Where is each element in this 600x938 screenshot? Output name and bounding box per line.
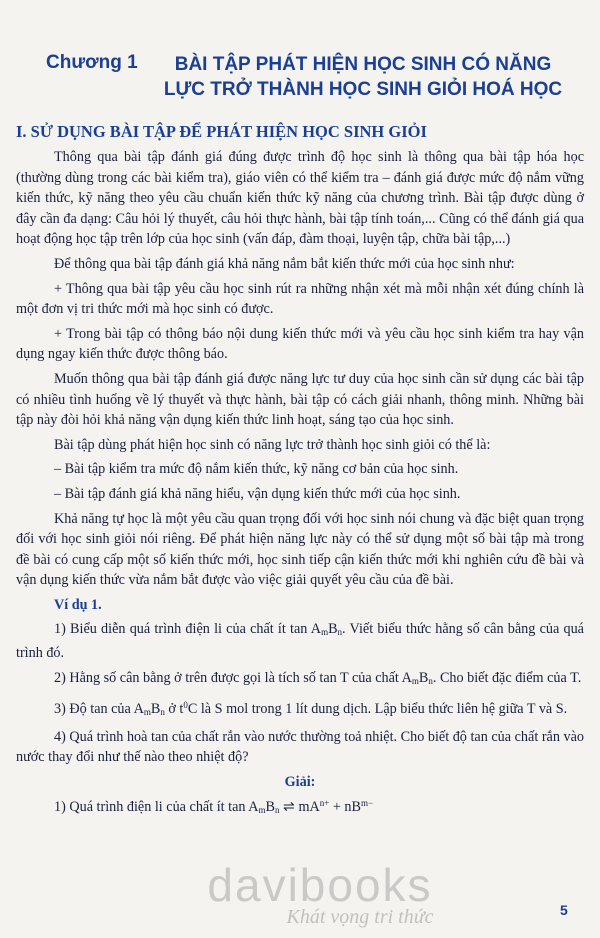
question-2: 2) Hằng số cân bằng ở trên được gọi là tích số tan T của chất $A_mB_n$. Cho biết đặc điểm của T. <box>54 669 582 686</box>
chapter-title: BÀI TẬP PHÁT HIỆN HỌC SINH CÓ NĂNG LỰC TRỞ THÀNH HỌC SINH GIỎI HOÁ HỌC <box>163 54 563 100</box>
question-1: 1) Biểu diễn quá trình điện li của chất ít $\tan A_mB_n$. Viết biểu thức hằng số cân bằng của quá trình đó. <box>16 621 584 662</box>
paragraph-5: Muốn thông qua bài tập đánh giá được năng lực tư duy của học sinh cần sử dụng các bài tập có nhiều tình huống về lý thuyết và thực hành, bài tập có cách giải nhanh, thông minh. Những bài tập này đòi hỏi khả năng vận dụng kiến thức linh hoạt, sáng tạo của học sinh. <box>16 370 584 429</box>
section-title: I. SỬ DỤNG BÀI TẬP ĐỂ PHÁT HIỆN HỌC SINH GIỎI <box>16 122 427 141</box>
question-3: 3) Độ tan của $A_mB_n$ ở $t^0C$ là S mol trong 1 lít dung dịch. Lập biểu thức liên hệ giữa T và S. <box>54 700 568 718</box>
example-label: Ví dụ 1. <box>54 596 102 613</box>
paragraph-8: – Bài tập đánh giá khả năng hiểu, vận dụng kiến thức mới của học sinh. <box>54 485 461 502</box>
paragraph-9: Khả năng tự học là một yêu cầu quan trọng đối với học sinh nói chung và đặc biệt quan trọng đối với học sinh giỏi nói riêng. Để phát hiện năng lực này có thể sử dụng một số bài tập mà trong đề bài có cung cấp một số kiến thức mới, học sinh tiếp cận kiến thức mới khi nghiên cứu đề bài và vận dụng kiến thức vừa nắm bắt được vào việc giải quyết yêu cầu của đề bài. <box>16 510 584 589</box>
page-number: 5 <box>560 902 568 918</box>
paragraph-2: Để thông qua bài tập đánh giá khả năng nắm bắt kiến thức mới của học sinh như: <box>54 255 515 272</box>
paragraph-7: – Bài tập kiểm tra mức độ nắm kiến thức, kỹ năng cơ bản của học sinh. <box>54 461 459 478</box>
question-4: 4) Quá trình hoà tan của chất rắn vào nước thường toả nhiệt. Cho biết độ tan của chất rắn vào nước thay đổi như thế nào theo nhiệt độ? <box>16 728 584 766</box>
paragraph-6: Bài tập dùng phát hiện học sinh có năng lực trở thành học sinh giỏi có thể là: <box>54 436 491 453</box>
chapter-number: Chương 1 <box>46 52 138 73</box>
solution-label: Giải: <box>284 774 316 791</box>
watermark-tagline: Khát vọng tri thức <box>286 906 434 928</box>
body-text <box>16 147 584 824</box>
paragraph-1: Thông qua bài tập đánh giá đúng được trình độ học sinh là thông qua bài tập hóa học (thường dùng trong các bài kiểm tra), giáo viên có thể kiểm tra – đánh giá được mức độ nắm vững kiến thức, kỹ năng theo yêu cầu chuẩn kiến thức kỹ năng của chương trình. Bài tập được dùng ở đây cần đa dạng: Câu hỏi lý thuyết, câu hỏi thực hành, bài tập tính toán,... Cũng có thể đánh giá qua hoạt động học tập trên lớp của học sinh (vấn đáp, đàm thoại, luyện tập, chữa bài tập,...) <box>16 149 584 248</box>
watermark-brand: davibooks <box>207 859 433 911</box>
paragraph-4: + Trong bài tập có thông báo nội dung kiến thức mới và yêu cầu học sinh kiểm tra hay vận dụng ngay kiến thức được thông báo. <box>16 325 584 363</box>
solution-1: 1) Quá trình điện li của chất ít $\tan A_mB_n$ ⇌ $mA^{n+} + nB^{m-}$ <box>54 797 374 815</box>
paragraph-3: + Thông qua bài tập yêu cầu học sinh rút ra những nhận xét mà mỗi nhận xét đúng chính là một đơn vị tri thức mới mà học sinh có được. <box>16 280 584 318</box>
